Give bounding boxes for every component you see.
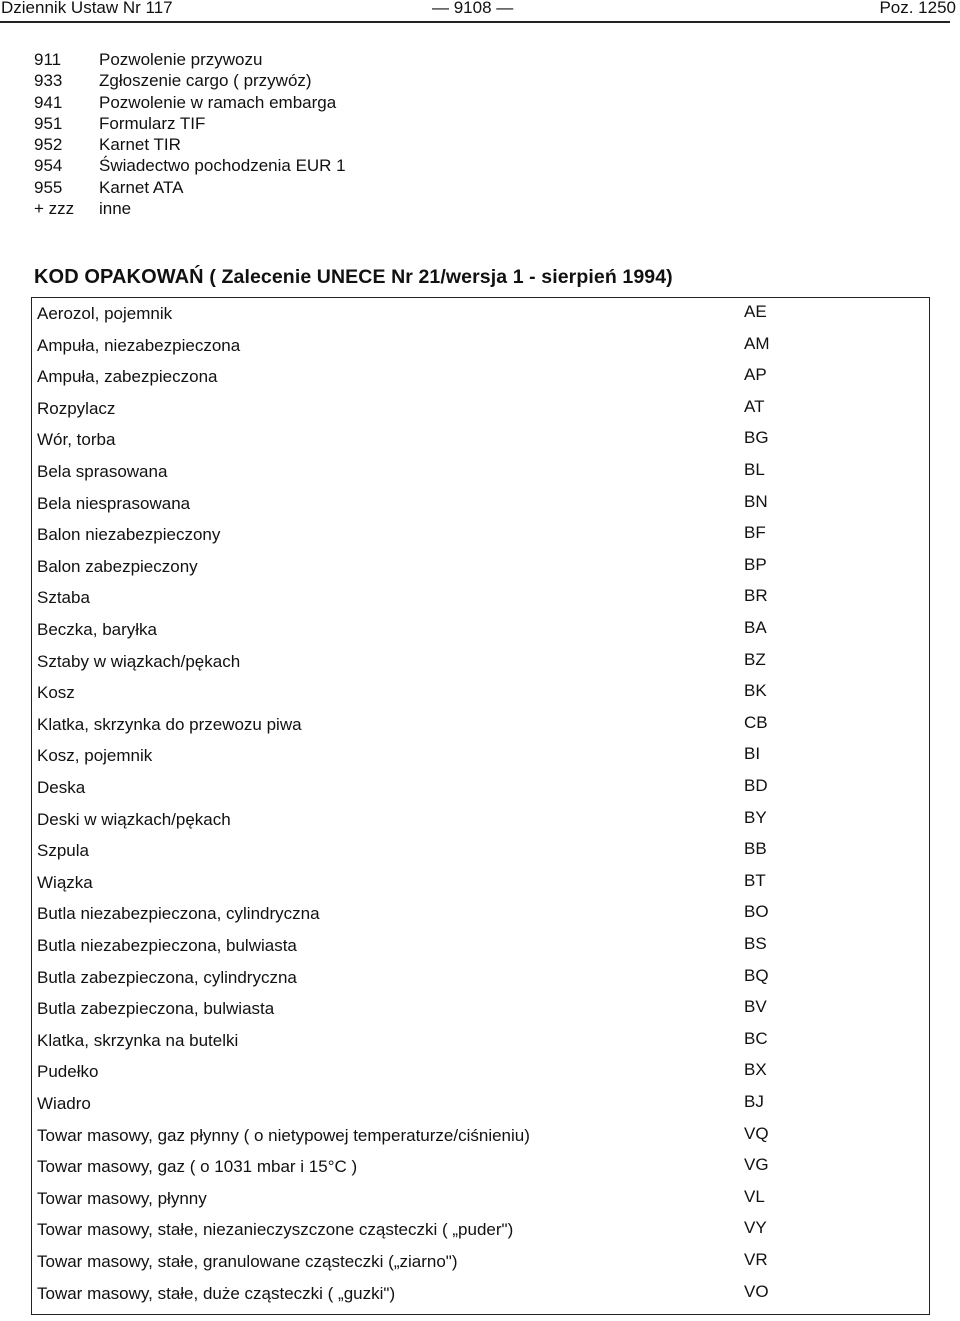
- packaging-code: AP: [744, 365, 767, 385]
- table-row: [32, 456, 929, 488]
- page-number: — 9108 —: [432, 0, 514, 17]
- document-code-label: Karnet ATA: [99, 177, 184, 197]
- packaging-name: Towar masowy, stałe, duże cząsteczki ( „guzki"): [37, 1283, 396, 1303]
- packaging-name: Balon zabezpieczony: [37, 556, 198, 576]
- packaging-name: Ampuła, niezabezpieczona: [37, 335, 241, 355]
- document-code-label: Zgłoszenie cargo ( przywóz): [99, 71, 312, 91]
- packaging-code: BN: [744, 491, 768, 511]
- packaging-code: AT: [744, 396, 765, 416]
- table-row: [32, 1246, 929, 1278]
- table-row: [32, 962, 929, 994]
- document-code-number: 941: [34, 92, 63, 112]
- table-row: [32, 898, 929, 930]
- packaging-name: Wiązka: [37, 872, 93, 892]
- packaging-code: VL: [744, 1186, 765, 1206]
- table-row: [32, 1056, 929, 1088]
- table-row: [32, 646, 929, 678]
- document-code-row: [34, 92, 346, 113]
- page-header: [0, 0, 960, 22]
- packaging-code: BT: [744, 870, 766, 890]
- section-title-main: KOD OPAKOWAŃ: [34, 266, 204, 288]
- document-code-number: 911: [34, 50, 62, 69]
- document-code-number: 954: [34, 156, 63, 176]
- document-code-row: [34, 49, 346, 70]
- document-code-label: Świadectwo pochodzenia EUR 1: [99, 156, 346, 176]
- packaging-code: VG: [744, 1155, 769, 1175]
- table-row: [32, 1151, 929, 1183]
- packaging-code: VQ: [744, 1123, 769, 1143]
- packaging-name: Towar masowy, gaz płynny ( o nietypowej temperaturze/ciśnieniu): [37, 1125, 530, 1145]
- table-row: [32, 330, 929, 362]
- packaging-code: VO: [744, 1281, 769, 1301]
- table-row: [32, 393, 929, 425]
- table-row: [32, 867, 929, 899]
- table-row: [32, 1183, 929, 1215]
- table-row: [32, 804, 929, 836]
- packaging-name: Kosz: [37, 683, 75, 703]
- packaging-name: Pudełko: [37, 1062, 99, 1082]
- packaging-name: Butla niezabezpieczona, bulwiasta: [37, 936, 297, 955]
- document-code-number: 951: [34, 113, 63, 133]
- packaging-name: Kosz, pojemnik: [37, 746, 153, 766]
- table-row: [32, 1120, 929, 1152]
- table-row: [32, 709, 929, 741]
- document-code-row: [34, 134, 346, 155]
- packaging-name: Wór, torba: [37, 430, 116, 450]
- packaging-name: Towar masowy, stałe, granulowane cząsteczki („ziarno"): [37, 1252, 458, 1271]
- packaging-code: BZ: [744, 649, 766, 669]
- table-row: [32, 614, 929, 646]
- packaging-name: Wiadro: [37, 1094, 91, 1113]
- packaging-code: BS: [744, 934, 767, 953]
- document-code-row: [34, 70, 346, 91]
- document-code-number: 955: [34, 177, 63, 197]
- packaging-code: BB: [744, 839, 767, 859]
- packaging-name: Deski w wiązkach/pękach: [37, 809, 231, 829]
- document-code-label: Pozwolenie przywozu: [99, 50, 263, 69]
- packaging-name: Deska: [37, 778, 86, 797]
- document-code-row: [34, 177, 346, 198]
- packaging-code: VR: [744, 1250, 768, 1269]
- table-row: [32, 582, 929, 614]
- packaging-code: BP: [744, 554, 767, 574]
- header-rule: [0, 21, 950, 23]
- table-row: [32, 298, 929, 330]
- packaging-name: Szpula: [37, 841, 89, 861]
- packaging-code: BY: [744, 807, 767, 827]
- section-title-sub: ( Zalecenie UNECE Nr 21/wersja 1 - sierpień 1994): [209, 266, 673, 288]
- packaging-code: VY: [744, 1218, 767, 1238]
- document-code-row: [34, 198, 346, 219]
- packaging-name: Bela sprasowana: [37, 462, 168, 481]
- packaging-name: Klatka, skrzynka na butelki: [37, 1030, 239, 1050]
- document-code-row: [34, 155, 346, 176]
- packaging-name: Butla niezabezpieczona, cylindryczna: [37, 904, 320, 924]
- packaging-name: Ampuła, zabezpieczona: [37, 367, 218, 387]
- packaging-code: AE: [744, 302, 767, 321]
- packaging-name: Beczka, baryłka: [37, 620, 157, 639]
- table-row: [32, 361, 929, 393]
- document-code-label: Karnet TIR: [99, 135, 181, 155]
- packaging-name: Balon niezabezpieczony: [37, 525, 221, 545]
- packaging-code: BA: [744, 618, 767, 637]
- packaging-name: Sztaby w wiązkach/pękach: [37, 651, 241, 671]
- table-row: [32, 772, 929, 804]
- packaging-code: BO: [744, 902, 769, 922]
- table-row: [32, 551, 929, 583]
- packaging-code: BC: [744, 1028, 768, 1048]
- table-row: [32, 930, 929, 962]
- table-row: [32, 1278, 929, 1310]
- packaging-code: CB: [744, 712, 768, 732]
- packaging-name: Rozpylacz: [37, 398, 116, 418]
- section-title: [34, 266, 673, 289]
- table-row: [32, 835, 929, 867]
- packaging-name: Towar masowy, gaz ( o 1031 mbar i 15°C ): [37, 1157, 358, 1177]
- packaging-name: Butla zabezpieczona, bulwiasta: [37, 999, 275, 1019]
- table-row: [32, 677, 929, 709]
- table-row: [32, 993, 929, 1025]
- packaging-name: Klatka, skrzynka do przewozu piwa: [37, 714, 302, 734]
- packaging-code: BF: [744, 523, 766, 543]
- document-code-number: 952: [34, 135, 63, 155]
- packaging-code: BV: [744, 997, 767, 1017]
- packaging-code: BL: [744, 460, 765, 479]
- packaging-code: BK: [744, 681, 767, 701]
- packaging-code-table: [31, 297, 930, 1315]
- packaging-name: Towar masowy, stałe, niezanieczyszczone cząsteczki ( „puder"): [37, 1220, 514, 1240]
- table-row: [32, 740, 929, 772]
- document-code-number: 933: [34, 71, 63, 91]
- position-number: Poz. 1250: [879, 0, 956, 17]
- table-row: [32, 424, 929, 456]
- document-code-label: Pozwolenie w ramach embarga: [99, 92, 337, 112]
- packaging-code: BI: [744, 744, 761, 764]
- table-row: [32, 1025, 929, 1057]
- packaging-name: Bela niesprasowana: [37, 493, 191, 513]
- table-row: [32, 1088, 929, 1120]
- document-code-number: + zzz: [34, 199, 75, 219]
- table-row: [32, 519, 929, 551]
- document-code-label: Formularz TIF: [99, 113, 206, 133]
- document-code-list: [34, 49, 346, 219]
- packaging-code: BR: [744, 586, 768, 606]
- packaging-code: BQ: [744, 965, 769, 985]
- packaging-code: BG: [744, 428, 769, 448]
- document-code-label: inne: [99, 199, 132, 219]
- packaging-code: BX: [744, 1060, 767, 1080]
- packaging-code: BJ: [744, 1092, 764, 1111]
- packaging-code: BD: [744, 776, 768, 795]
- packaging-name: Aerozol, pojemnik: [37, 304, 173, 323]
- packaging-name: Sztaba: [37, 588, 90, 608]
- table-row: [32, 1214, 929, 1246]
- packaging-name: Towar masowy, płynny: [37, 1188, 207, 1208]
- journal-title: Dziennik Ustaw Nr 117: [1, 0, 173, 17]
- packaging-name: Butla zabezpieczona, cylindryczna: [37, 967, 297, 987]
- packaging-code: AM: [744, 333, 770, 353]
- document-code-row: [34, 113, 346, 134]
- table-row: [32, 488, 929, 520]
